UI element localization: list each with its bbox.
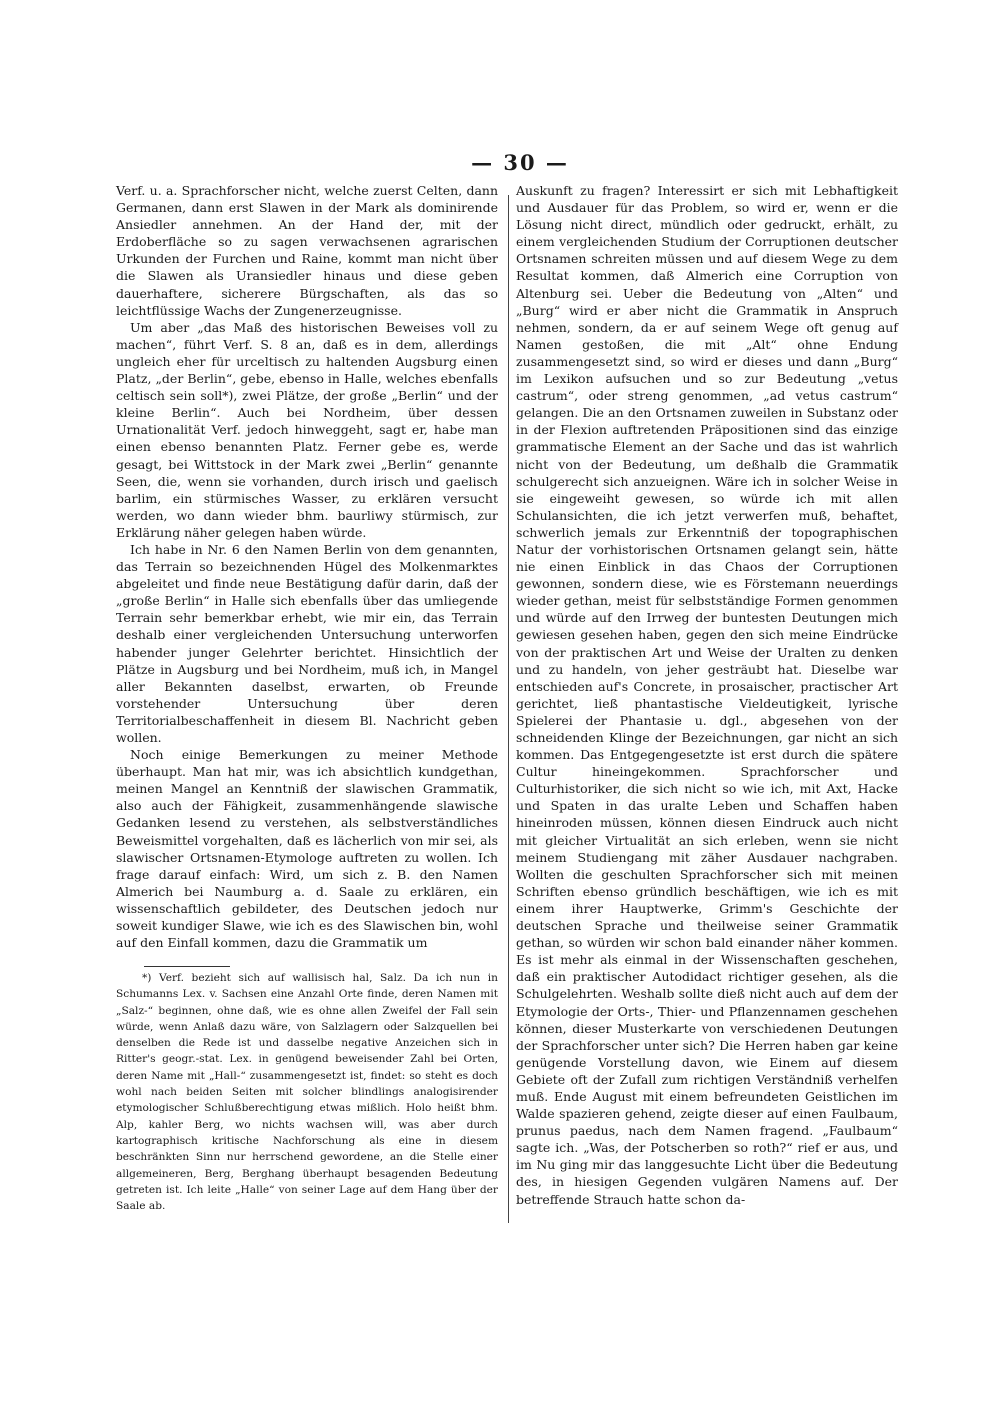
right-paragraph-1: Auskunft zu fragen? Interessirt er sich mit Lebhaftigkeit und Ausdauer für das Problem, so wird er, wenn er die Lösung nicht direct, mündlich oder gedruckt, erhält, zu einem vergleichenden Studium der Corruptionen deutscher Ortsnamen schreiten müssen und auf diesem Wege zu dem Resultat kommen, daß Almerich eine Corruption von Altenburg sei. Ueber die Bedeutung von „Alten“ und „Burg“ wird er aber nicht die Grammatik in Anspruch nehmen, sondern, da er auf seinem Wege oft genug auf Namen gestoßen, die mit „Alt“ ohne Endung zusammengesetzt sind, so wird er dieses und dann „Burg“ im Lexikon aufsuchen und so zur Bedeutung „vetus castrum“, oder streng genommen, „ad vetus castrum“ gelangen. Die an den Ortsnamen zuweilen in Substanz oder in der Flexion auftretenden Präpositionen sind das einzige grammatische Element an der Sache und das ist wahrlich nicht von der Bedeutung, um deßhalb die Grammatik schulgerecht sich anzueignen. Wäre ich in solcher Weise in sie eingeweiht gewesen, so würde ich mit allen Schulansichten, die ich jetzt verwerfen muß, behaftet, schwerlich jemals zur Erkenntniß der topographischen Natur der vorhistorischen Ortsnamen gelangt sein, hätte nie einen Einblick in das Chaos der Corruptionen gewonnen, sondern diese, wie es Förstemann neuerdings wieder gethan, meist für selbstständige Formen genommen und würde auf den Irrweg der buntesten Deutungen mich gewiesen gesehen haben, gegen den sich meine Eindrücke von der praktischen Art und Weise der Uralten zu denken und zu handeln, von jeher gesträubt hat. Dieselbe war entschieden auf's Concrete, in prosaischer, practischer Art gerichtet, ließ phantastische Vieldeutigkeit, lyrische Spielerei der Phantasie u. dgl., abgesehen von der schneidenden Klinge der Bezeichnungen, gar nicht an sich kommen. Das Entgegengesetzte ist erst durch die spätere Cultur hineingekommen. Sprachforscher und Culturhistoriker, die sich nicht so wie ich, mit Axt, Hacke und Spaten in das uralte Leben und Schaffen haben hineinroden müssen, können diesen Eindruck auch nicht mit gleicher Virtualität an sich erleben, wenn sie nicht meinem Studiengang mit zäher Ausdauer nachgraben. Wollten die geschulten Sprachforscher sich mit meinen Schriften ebenso gründlich beschäftigen, wie ich es mit einem ihrer Hauptwerke, Grimm's Geschichte der deutschen Sprache und theilweise seiner Grammatik gethan, so würden wir schon bald einander näher kommen. Es ist mehr als einmal in der Wissenschaften geschehen, daß ein praktischer Autodidact richtiger gesehen, als die Schulgelehrten. Weshalb sollte dieß nicht auch auf dem der Etymologie der Orts-, Thier- und Pflanzennamen geschehen können, dieser Musterkarte von verschiedenen Deutungen der Sprachforscher unter sich? Die Herren haben gar keine genügende Vorstellung davon, wie Einem auf diesem Gebiete oft der Zufall zum richtigen Verständniß verhelfen muß. Ende August mit einem befreundeten Geistlichen im Walde spazieren gehend, zeigte dieser auf einen Faulbaum, prunus paedus, nach dem Namen fragend. „Faulbaum“ sagte ich. „Was, der Potscherben so roth?“ rief er aus, und im Nu ging mir das langgesuchte Licht über die Bedeutung des, in hiesigen Gegenden vulgären Namens auf. Der betreffende Strauch hatte schon da- bbox=[516, 183, 898, 1207]
right-column bbox=[516, 182, 898, 1208]
left-paragraph-2: Um aber „das Maß des historischen Beweises voll zu machen“, führt Verf. S. 8 an, daß es in dem, allerdings ungleich eher für urceltisch zu haltenden Augsburg einen Platz, „der Berlin“, gebe, ebenso in Halle, welches ebenfalls celtisch sein soll*), zwei Plätze, der große „Berlin“ und der kleine Berlin“. Auch bei Nordheim, über dessen Urnationalität Verf. jedoch hinweggeht, sagt er, habe man einen ebenso benannten Platz. Ferner gebe es, werde gesagt, bei Wittstock in der Mark zwei „Berlin“ genannte Seen, die, wenn sie vorhanden, durch irisch und gaelisch barlim, ein stürmisches Wasser, zu erklären versucht werden, wo dann wieder bhm. baurliwy stürmisch, zur Erklärung näher gelegen haben würde. bbox=[116, 319, 498, 540]
column-divider bbox=[508, 195, 509, 1223]
left-paragraph-3: Ich habe in Nr. 6 den Namen Berlin von dem genannten, das Terrain so bezeichnenden Hügel des Molkenmarktes abgeleitet und finde neue Bestätigung dafür darin, daß der „große Berlin“ in Halle sich ebenfalls über das umliegende Terrain sehr bemerkbar erhebt, wie mir ein, das Terrain deshalb einer vergleichenden Untersuchung unterworfen habender junger Gelehrter berichtet. Hinsichtlich der Plätze in Augsburg und bei Nordheim, muß ich, in Mangel aller Bekannten daselbst, erwarten, ob Freunde vorstehender Untersuchung über deren Territorialbeschaffenheit in diesem Bl. Nachricht geben wollen. bbox=[116, 541, 498, 745]
left-paragraph-4: Noch einige Bemerkungen zu meiner Methode überhaupt. Man hat mir, was ich absichtlich kundgethan, meinen Mangel an Kenntniß der slawischen Grammatik, also auch der Fähigkeit, zusammenhängende slawische Gedanken lesend zu verstehen, als selbstverständliches Beweismittel vorgehalten, daß es lächerlich von mir sei, als slawischer Ortsnamen-Etymologe auftreten zu wollen. Ich frage darauf einfach: Wird, um sich z. B. den Namen Almerich bei Naumburg a. d. Saale zu erklären, ein wissenschaftlich gebildeter, des Deutschen jedoch nur soweit kundiger Slawe, wie ich es des Slawischen bin, wohl auf den Einfall kommen, dazu die Grammatik um bbox=[116, 747, 498, 951]
left-paragraph-1: Verf. u. a. Sprachforscher nicht, welche zuerst Celten, dann Germanen, dann erst Slawen in der Mark als dominirende Ansiedler annehmen. An der Hand der, mit der Erdoberfläche so zu sagen verwachsenen agrarischen Urkunden der Furchen und Raine, kommt man nicht über die Slawen als Uransiedler hinaus und diese geben dauerhaftere, sicherere Bürgschaften, als das so leichtflüssige Wachs der Zungenerzeugnisse. bbox=[116, 183, 498, 318]
footnote bbox=[116, 970, 498, 1214]
page-number: — 30 — bbox=[471, 150, 569, 175]
left-column bbox=[116, 182, 498, 951]
footnote-rule bbox=[144, 966, 230, 967]
footnote-text: *) Verf. bezieht sich auf wallisisch hal, Salz. Da ich nun in Schumanns Lex. v. Sachsen eine Anzahl Orte finde, deren Namen mit „Salz-“ beginnen, ohne daß, wie es ohne allen Zweifel der Fall sein würde, wenn Anlaß dazu wäre, von Salzlagern oder Salzquellen bei denselben die Rede ist und dasselbe negative Anzeichen sich in Ritter's geogr.-stat. Lex. in genügend beweisender Zahl bei Orten, deren Name mit „Hall-“ zusammengesetzt ist, findet: so steht es doch wohl nach beiden Seiten mit solcher blindlings analogisirender etymologischer Schlußberechtigung etwas mißlich. Holo heißt bhm. Alp, kahler Berg, wo nichts wachsen will, was aber durch kartographisch kritische Nachforschung als eine in diesem beschränkten Sinn nur herrschend gewordene, an die Stelle einer allgemeineren, Berg, Berghang überhaupt besagenden Bedeutung getreten ist. Ich leite „Halle“ von seiner Lage auf dem Hang über der Saale ab. bbox=[116, 972, 498, 1213]
